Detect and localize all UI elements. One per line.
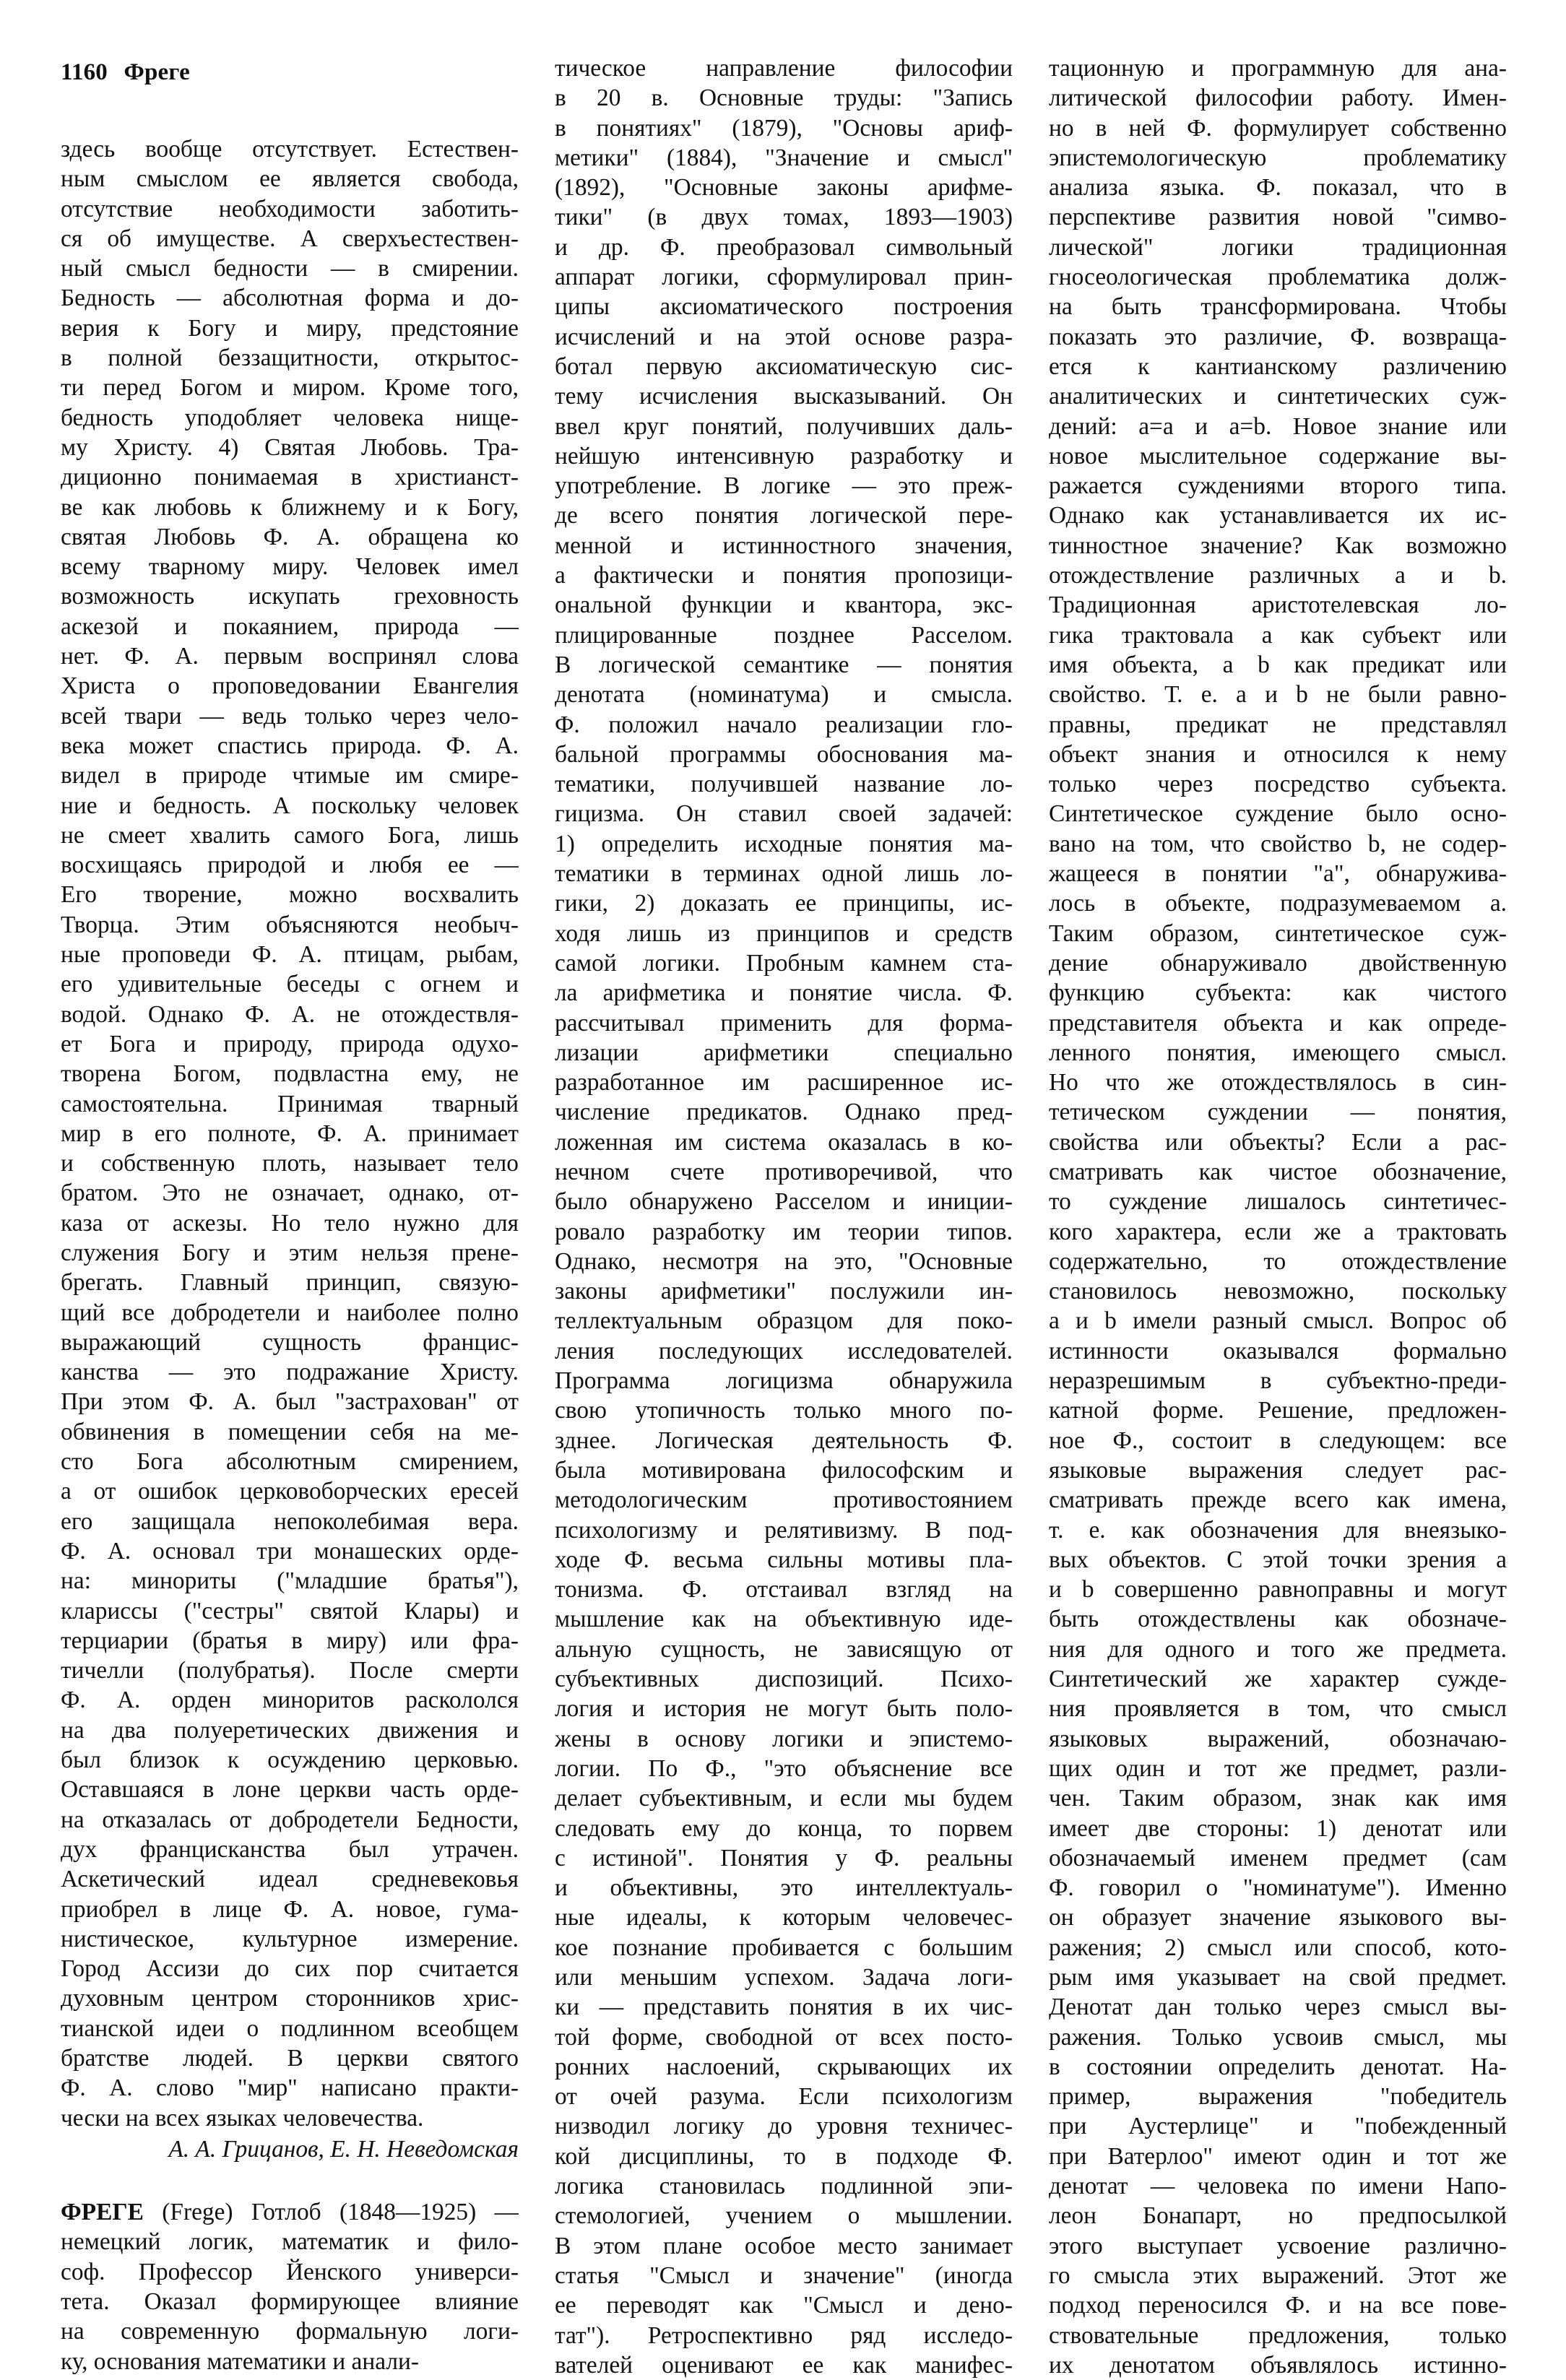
text-line: аналитических и синтетических суж-: [1049, 383, 1507, 410]
text-line: ражения. Только усвоив смысл, мы: [1049, 2023, 1507, 2051]
text-line: ние и бедность. А поскольку человек: [61, 792, 519, 819]
text-line: менной и истинностного значения,: [555, 532, 1013, 559]
text-line: мышление как на объективную иде-: [555, 1606, 1013, 1633]
text-line: приобрел в лице Ф. А. новое, гума-: [61, 1895, 519, 1923]
text-line: немецкий логик, математик и фило-: [61, 2228, 519, 2256]
text-line: ходя лишь из принципов и средств: [555, 919, 1013, 947]
text-line: аскезой и покаянием, природа —: [61, 613, 519, 640]
text-line: возможность искупать греховность: [61, 583, 519, 610]
text-line: нистическое, культурное измерение.: [61, 1925, 519, 1952]
text-line: свойство. Т. е. a и b не были равно-: [1049, 681, 1507, 709]
text-line: щих один и тот же предмет, разли-: [1049, 1754, 1507, 1782]
text-line: века может спастись природа. Ф. А.: [61, 732, 519, 759]
text-line: обвинения в помещении себя на ме-: [61, 1418, 519, 1445]
text-line: ональной функции и квантора, экс-: [555, 592, 1013, 619]
text-line: быть отождествлены как обозначе-: [1049, 1606, 1507, 1633]
text-line: го смысла этих выражений. Этот же: [1049, 2262, 1507, 2289]
text-line: рым имя указывает на свой предмет.: [1049, 1964, 1507, 1991]
text-line: творена Богом, подвластна ему, не: [61, 1060, 519, 1088]
text-line: не смеет хвалить самого Бога, лишь: [61, 821, 519, 849]
text-line: имя объекта, a b как предикат или: [1049, 651, 1507, 678]
text-line: тинностное значение? Как возможно: [1049, 532, 1507, 559]
text-line: низводил логику до уровня техничес-: [555, 2113, 1013, 2140]
text-line: Синтетическое суждение было осно-: [1049, 800, 1507, 828]
text-line: была мотивирована философским и: [555, 1456, 1013, 1484]
text-line: ку, основания математики и анали-: [61, 2347, 419, 2375]
text-line: Традиционная аристотелевская ло-: [1049, 592, 1507, 619]
text-line: лизации арифметики специально: [555, 1039, 1013, 1066]
text-line: Христа о проповедовании Евангелия: [61, 672, 519, 700]
text-line: нейшую интенсивную разработку и: [555, 442, 1013, 469]
text-line: Синтетический же характер сужде-: [1049, 1666, 1507, 1693]
text-line: Однако, несмотря на это, "Основные: [555, 1247, 1013, 1275]
text-line: стемологией, учением о мышлении.: [555, 2202, 1013, 2230]
text-line: денотат — человека по имени Напо-: [1049, 2173, 1507, 2200]
text-line: святая Любовь Ф. А. обращена ко: [61, 523, 519, 550]
text-line: ее переводят как "Смысл и дено-: [555, 2292, 1013, 2319]
text-line: гика трактовала a как субъект или: [1049, 621, 1507, 649]
text-line: разработанное им расширенное ис-: [555, 1069, 1013, 1096]
text-line: братом. Это не означает, однако, от-: [61, 1180, 519, 1207]
text-line: тематики в терминах одной лишь ло-: [555, 860, 1013, 888]
text-line: ложенная им система оказалась в ко-: [555, 1128, 1013, 1156]
text-line: его защищала непоколебимая вера.: [61, 1507, 519, 1535]
text-line: при Ватерлоо" имеют один и тот же: [1049, 2142, 1507, 2170]
text-line: Ф. говорил о "номинатуме"). Именно: [1049, 1874, 1507, 1902]
column-1: [61, 134, 519, 2376]
text-line: служения Богу и этим нельзя прене-: [61, 1239, 519, 1266]
text-line: и b совершенно равноправны и могут: [1049, 1576, 1507, 1604]
text-line: ствовательные предложения, только: [1049, 2321, 1507, 2349]
text-line: Бедность — абсолютная форма и до-: [61, 285, 519, 312]
text-line: При этом Ф. А. был "застрахован" от: [61, 1388, 519, 1416]
text-line: зднее. Логическая деятельность Ф.: [555, 1427, 1013, 1454]
text-line: нечном счете противоречивой, что: [555, 1158, 1013, 1185]
text-line: ципы аксиоматического построения: [555, 293, 1013, 321]
text-line: щий все добродетели и наиболее полно: [61, 1299, 519, 1326]
text-line: и др. Ф. преобразовал символьный: [555, 233, 1013, 261]
text-line: и объективны, это интеллектуаль-: [555, 1874, 1013, 1902]
text-line: чески на всех языках человечества.: [61, 2104, 424, 2132]
text-line: в 20 в. Основные труды: "Запись: [555, 85, 1013, 112]
text-line: Творца. Этим объясняются необыч-: [61, 911, 519, 938]
text-line: тетическом суждении — понятия,: [1049, 1099, 1507, 1126]
text-line: на отказалась от добродетели Бедности,: [61, 1806, 519, 1833]
text-line: логика становилась подлинной эпи-: [555, 2173, 1013, 2200]
text-line: денотата (номинатума) и смысла.: [555, 681, 1013, 709]
text-line: В этом плане особое место занимает: [555, 2232, 1013, 2259]
text-line: тему исчисления высказываний. Он: [555, 383, 1013, 410]
text-line: ленного понятия, имеющего смысл.: [1049, 1039, 1507, 1066]
column-2: [555, 53, 1013, 2380]
text-line: языковых выражений, обозначаю-: [1049, 1725, 1507, 1752]
text-line: сматривать прежде всего как имена,: [1049, 1487, 1507, 1514]
text-line: гицизма. Он ставил своей задачей:: [555, 800, 1013, 828]
entry-headword: ФРЕГЕ: [61, 2199, 144, 2226]
text-line: ные идеалы, к которым человечес-: [555, 1904, 1013, 1931]
text-line: плицированные позднее Расселом.: [555, 621, 1013, 649]
text-line: ные проповеди Ф. А. птицам, рыбам,: [61, 941, 519, 969]
text-line: становилось невозможно, поскольку: [1049, 1278, 1507, 1305]
text-line: жащееся в понятии "a", обнаружива-: [1049, 860, 1507, 888]
text-line: психологизму и релятивизму. В под-: [555, 1516, 1013, 1544]
text-line: ве как любовь к ближнему и к Богу,: [61, 493, 519, 521]
text-line: ла арифметика и понятие числа. Ф.: [555, 979, 1013, 1007]
text-line: нет. Ф. А. первым воспринял слова: [61, 643, 519, 670]
text-line: соф. Профессор Йенского универси-: [61, 2258, 519, 2285]
text-line: дение обнаруживало двойственную: [1049, 949, 1507, 977]
text-line: тета. Оказал формирующее влияние: [61, 2288, 519, 2316]
text-line: и собственную плоть, называет тело: [61, 1150, 519, 1177]
text-line: числение предикатов. Однако пред-: [555, 1099, 1013, 1126]
text-line: их денотатом объявлялось истинно-: [1049, 2351, 1507, 2379]
text-line: рассчитывал применить для форма-: [555, 1009, 1013, 1037]
text-line: ным смыслом ее является свобода,: [61, 165, 519, 193]
text-line: или меньшим успехом. Задача логи-: [555, 1964, 1013, 1991]
text-line: обозначаемый именем предмет (сам: [1049, 1844, 1507, 1871]
text-line: ся об имуществе. А сверхъестествен-: [61, 225, 519, 252]
text-line: ный смысл бедности — в смирении.: [61, 255, 519, 282]
text-line: анализа языка. Ф. показал, что в: [1049, 174, 1507, 202]
text-line: тематики, получившей название ло-: [555, 771, 1013, 798]
text-line: ронних наслоений, скрывающих их: [555, 2053, 1013, 2080]
text-line: этого выступает усвоение различно-: [1049, 2232, 1507, 2259]
text-line: с истиной". Понятия у Ф. реальны: [555, 1844, 1013, 1871]
text-line: всей твари — ведь только через чело-: [61, 702, 519, 730]
text-line: му Христу. 4) Святая Любовь. Тра-: [61, 433, 519, 461]
text-line: ет Бога и природу, природа одухо-: [61, 1030, 519, 1057]
text-line: свою утопичность только много по-: [555, 1397, 1013, 1424]
text-line: восхищаясь природой и любя ее —: [61, 852, 519, 879]
text-line: только через посредство субъекта.: [1049, 771, 1507, 798]
text-line: а фактически и понятия пропозици-: [555, 562, 1013, 589]
text-line: Ф. А. слово "мир" написано практи-: [61, 2074, 519, 2102]
text-line: верия к Богу и миру, предстояние: [61, 314, 519, 342]
text-line: Ф. А. основал три монашеских орде-: [61, 1537, 519, 1565]
text-line: лической" логики традиционная: [1049, 233, 1507, 261]
text-line: Но что же отождествлялось в син-: [1049, 1069, 1507, 1096]
text-line: тичелли (полубратья). После смерти: [61, 1657, 519, 1684]
entry-first-line-text: (Frege) Готлоб (1848—1925) —: [143, 2199, 519, 2226]
text-line: правны, предикат не представлял: [1049, 711, 1507, 738]
text-line: канства — это подражание Христу.: [61, 1359, 519, 1386]
text-line: терциарии (братья в миру) или фра-: [61, 1627, 519, 1654]
text-line: на быть трансформирована. Чтобы: [1049, 293, 1507, 321]
text-line: отождествление различных a и b.: [1049, 562, 1507, 589]
text-line: подход переносился Ф. и на все пове-: [1049, 2292, 1507, 2319]
text-line: ходе Ф. весьма сильны мотивы пла-: [555, 1546, 1013, 1573]
text-line: гносеологическая проблематика долж-: [1049, 264, 1507, 291]
text-line: тонизма. Ф. отстаивал взгляд на: [555, 1576, 1013, 1604]
text-line: ки — представить понятия в их чис-: [555, 1994, 1013, 2021]
text-line: функцию субъекта: как чистого: [1049, 979, 1507, 1007]
text-line: ражается суждениями второго типа.: [1049, 472, 1507, 500]
text-line: Аскетический идеал средневековья: [61, 1866, 519, 1893]
text-line: вателей оценивают ее как манифес-: [555, 2351, 1013, 2379]
text-line: самостоятельна. Принимая тварный: [61, 1090, 519, 1117]
text-line: свойства или объекты? Если а рас-: [1049, 1128, 1507, 1156]
text-line: a и b имели разный смысл. Вопрос об: [1049, 1307, 1507, 1335]
text-line: лось в объекте, подразумеваемом a.: [1049, 890, 1507, 917]
text-line: сто Бога абсолютным смирением,: [61, 1448, 519, 1476]
text-line: на современную формальную логи-: [61, 2318, 519, 2345]
text-line: тат"). Ретроспективно ряд исследо-: [555, 2321, 1013, 2349]
text-line: здесь вообще отсутствует. Естествен-: [61, 136, 519, 163]
text-line: ровало разработку им теории типов.: [555, 1218, 1013, 1245]
text-line: бедность уподобляет человека нище-: [61, 404, 519, 431]
text-line: Однако как устанавливается их ис-: [1049, 502, 1507, 529]
text-line: вано на том, что свойство b, не содер-: [1049, 830, 1507, 857]
text-line: дений: a=a и a=b. Новое знание или: [1049, 412, 1507, 440]
text-line: неразрешимым в субъектно-преди-: [1049, 1367, 1507, 1395]
text-line: но в ней Ф. формулирует собственно: [1049, 114, 1507, 142]
text-line: ния для одного и того же предмета.: [1049, 1635, 1507, 1663]
entry-first-line: [61, 2197, 519, 2227]
text-line: статья "Смысл и значение" (иногда: [555, 2262, 1013, 2289]
text-line: представителя объекта и как опреде-: [1049, 1009, 1507, 1037]
text-line: литической философии работу. Имен-: [1049, 85, 1507, 112]
text-line: леон Бонапарт, но предпосылкой: [1049, 2202, 1507, 2230]
text-line: новое мыслительное содержание вы-: [1049, 442, 1507, 469]
text-line: ется к кантианскому различению: [1049, 352, 1507, 380]
text-line: истинности оказывался формально: [1049, 1337, 1507, 1364]
text-line: брегать. Главный принцип, связую-: [61, 1269, 519, 1297]
text-line: языковые выражения следует рас-: [1049, 1456, 1507, 1484]
text-line: Программа логицизма обнаружила: [555, 1367, 1013, 1395]
text-line: Его творение, можно восхвалить: [61, 881, 519, 909]
text-line: теллектуальным образцом для поко-: [555, 1307, 1013, 1335]
text-line: законы арифметики" послужили ин-: [555, 1278, 1013, 1305]
text-line: выражающий сущность францис-: [61, 1328, 519, 1356]
text-line: Таким образом, синтетическое суж-: [1049, 919, 1507, 947]
text-line: водой. Однако Ф. А. не отождествля-: [61, 1000, 519, 1028]
text-line: всему тварному миру. Человек имел: [61, 553, 519, 581]
text-line: самой логики. Пробным камнем ста-: [555, 949, 1013, 977]
text-line: катной форме. Решение, предложен-: [1049, 1397, 1507, 1424]
text-line: Ф. положил начало реализации гло-: [555, 711, 1013, 738]
text-line: видел в природе чтимые им смире-: [61, 762, 519, 789]
text-line: был близок к осуждению церковью.: [61, 1747, 519, 1774]
text-line: ное Ф., состоит в следующем: все: [1049, 1427, 1507, 1454]
text-line: дух францисканства был утрачен.: [61, 1835, 519, 1863]
text-line: кой дисциплины, то в подходе Ф.: [555, 2142, 1013, 2170]
text-line: логия и история не могут быть поло-: [555, 1695, 1013, 1723]
text-line: исчислений и на этой основе разра-: [555, 323, 1013, 350]
text-line: каза от аскезы. Но тело нужно для: [61, 1209, 519, 1237]
text-line: отсутствие необходимости заботить-: [61, 195, 519, 222]
text-line: его удивительные беседы с огнем и: [61, 971, 519, 998]
text-line: тианской идеи о подлинном всеобщем: [61, 2015, 519, 2042]
text-line: той форме, свободной от всех посто-: [555, 2023, 1013, 2051]
text-line: метики" (1884), "Значение и смысл": [555, 144, 1013, 171]
text-line: чен. Таким образом, знак как имя: [1049, 1785, 1507, 1812]
text-line: сматривать как чистое обозначение,: [1049, 1158, 1507, 1185]
text-line: при Аустерлице" и "побежденный: [1049, 2113, 1507, 2140]
text-line: а от ошибок церковоборческих ересей: [61, 1478, 519, 1505]
text-line: содержательно, то отождествление: [1049, 1247, 1507, 1275]
text-line: ботал первую аксиоматическую сис-: [555, 352, 1013, 380]
text-line: тационную и программную для ана-: [1049, 55, 1507, 82]
text-line: от очей разума. Если психологизм: [555, 2083, 1013, 2111]
running-title: Фреге: [124, 59, 190, 85]
text-line: имеет две стороны: 1) денотат или: [1049, 1814, 1507, 1842]
text-line: объект знания и относился к нему: [1049, 740, 1507, 768]
text-line: следовать ему до конца, то порвем: [555, 1814, 1013, 1842]
text-line: Денотат дан только через смысл вы-: [1049, 1994, 1507, 2021]
text-line: кое познание пробивается с большим: [555, 1934, 1013, 1961]
text-line: бальной программы обоснования ма-: [555, 740, 1013, 768]
text-line: перспективе развития новой "симво-: [1049, 204, 1507, 231]
page-number: 1160: [61, 59, 108, 85]
text-line: на: минориты ("младшие братья"),: [61, 1567, 519, 1595]
text-line: братстве людей. В церкви святого: [61, 2045, 519, 2072]
text-line: ти перед Богом и миром. Кроме того,: [61, 374, 519, 402]
text-line: 1) определить исходные понятия ма-: [555, 830, 1013, 857]
text-line: Город Ассизи до сих пор считается: [61, 1955, 519, 1983]
text-line: эпистемологическую проблематику: [1049, 144, 1507, 171]
page-header: [61, 59, 190, 86]
text-line: употребление. В логике — это преж-: [555, 472, 1013, 500]
column-3: [1049, 53, 1507, 2380]
text-line: он образует значение языкового вы-: [1049, 1904, 1507, 1931]
text-line: было обнаружено Расселом и иниции-: [555, 1188, 1013, 1216]
text-line: на два полуеретических движения и: [61, 1716, 519, 1744]
text-line: делает субъективным, и если мы будем: [555, 1785, 1013, 1812]
text-line: де всего понятия логической пере-: [555, 502, 1013, 529]
author-signature: А. А. Грицанов, Е. Н. Неведомская: [168, 2135, 519, 2163]
text-line: в полной беззащитности, открытос-: [61, 345, 519, 372]
text-line: клариссы ("сестры" святой Клары) и: [61, 1597, 519, 1624]
text-line: методологическим противостоянием: [555, 1487, 1013, 1514]
text-line: диционно понимаемая в христианст-: [61, 464, 519, 491]
text-line: ражения; 2) смысл или способ, кото-: [1049, 1934, 1507, 1961]
text-line: в понятиях" (1879), "Основы ариф-: [555, 114, 1013, 142]
text-line: логии. По Ф., "это объяснение все: [555, 1754, 1013, 1782]
text-line: тики" (в двух томах, 1893—1903): [555, 204, 1013, 231]
text-line: Оставшаяся в лоне церкви часть орде-: [61, 1776, 519, 1804]
text-line: в состоянии определить денотат. На-: [1049, 2053, 1507, 2080]
text-line: вых объектов. С этой точки зрения a: [1049, 1546, 1507, 1573]
text-line: ления последующих исследователей.: [555, 1337, 1013, 1364]
text-line: аппарат логики, сформулировал прин-: [555, 264, 1013, 291]
text-line: показать это различие, Ф. возвраща-: [1049, 323, 1507, 350]
text-line: (1892), "Основные законы арифме-: [555, 174, 1013, 202]
text-line: мир в его полноте, Ф. А. принимает: [61, 1120, 519, 1147]
text-line: ввел круг понятий, получивших даль-: [555, 412, 1013, 440]
text-line: то суждение лишалось синтетичес-: [1049, 1188, 1507, 1216]
text-line: т. е. как обозначения для внеязыко-: [1049, 1516, 1507, 1544]
text-line: гики, 2) доказать ее принципы, ис-: [555, 890, 1013, 917]
text-line: альную сущность, не зависящую от: [555, 1635, 1013, 1663]
text-line: пример, выражения "победитель: [1049, 2083, 1507, 2111]
text-line: тическое направление философии: [555, 55, 1013, 82]
text-line: субъективных диспозиций. Психо-: [555, 1666, 1013, 1693]
text-line: В логической семантике — понятия: [555, 651, 1013, 678]
text-line: кого характера, если же а трактовать: [1049, 1218, 1507, 1245]
text-line: Ф. А. орден миноритов раскололся: [61, 1687, 519, 1714]
text-line: жены в основу логики и эпистемо-: [555, 1725, 1013, 1752]
text-line: ния проявляется в том, что смысл: [1049, 1695, 1507, 1723]
text-line: духовным центром сторонников хрис-: [61, 1985, 519, 2012]
